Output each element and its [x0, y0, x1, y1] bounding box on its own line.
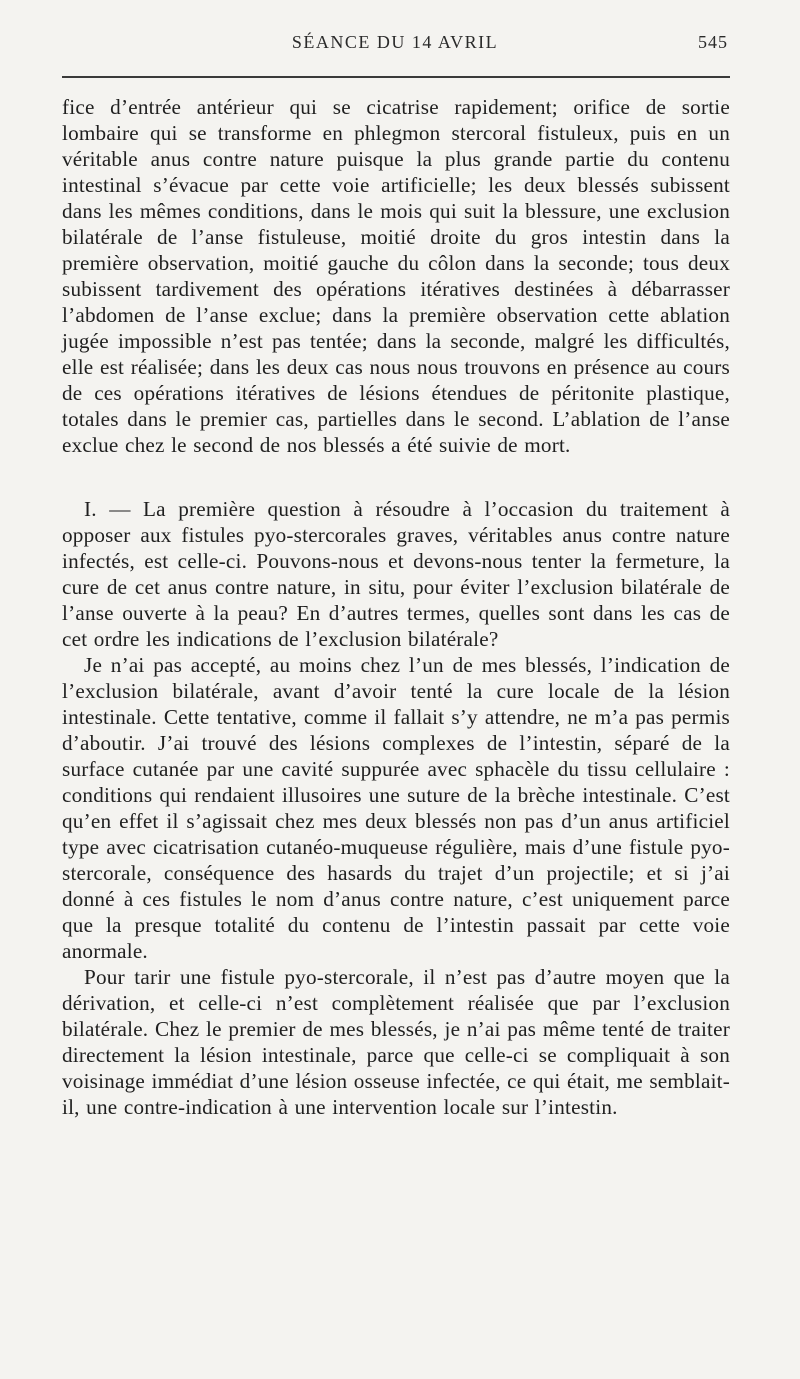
page-number: 545: [698, 32, 728, 52]
paragraph-section-one: I. — La première question à résoudre à l’occasion du traitement à opposer aux fistules pyo-stercorales graves, véritables anus contre nature infectés, est celle-ci. Pouvons-nous et devons-nous tenter la fermeture, la cure de cet anus contre nature, in situ, pour éviter l’exclusion bilatérale de l’anse ouverte à la peau? En d’autres termes, quelles sont dans les cas de cet ordre les indications de l’exclusion bilatérale?: [62, 497, 730, 651]
header-rule: [62, 76, 730, 78]
running-head-title: SÉANCE DU 14 AVRIL: [291, 32, 499, 52]
section-gap: [62, 458, 730, 496]
paragraph-continuation: fice d’entrée antérieur qui se cicatrise rapidement; orifice de sortie lombaire qui se transforme en phlegmon stercoral fistuleux, puis en un véritable anus contre nature puisque la plus grande partie du contenu intestinal s’évacue par cette voie artificielle; les deux blessés subissent dans les mêmes conditions, dans le mois qui suit la blessure, une exclusion bilatérale de l’anse fistuleuse, moitié droite du gros intestin dans la première observation, moitié gauche du côlon dans la seconde; tous deux subissent tardivement des opérations itératives destinées à débarrasser l’abdomen de l’anse exclue; dans la première observation cette ablation jugée impossible n’est pas tentée; dans la seconde, malgré les difficultés, elle est réalisée; dans les deux cas nous nous trouvons en présence au cours de ces opérations itératives de lésions étendues de péritonite plastique, totales dans le premier cas, partielles dans le second. L’ablation de l’anse exclue chez le second de nos blessés a été suivie de mort.: [62, 95, 730, 457]
paragraph: Pour tarir une fistule pyo-stercorale, il n’est pas d’autre moyen que la dérivation, et celle-ci n’est complètement réalisée que par l’exclusion bilatérale. Chez le premier de mes blessés, je n’ai pas même tenté de traiter directement la lésion intestinale, parce que celle-ci se compliquait à son voisinage immédiat d’une lésion osseuse infectée, ce qui était, me semblait-il, une contre-indication à une intervention locale sur l’intestin.: [62, 965, 730, 1119]
running-head: [62, 32, 728, 60]
body-text: [62, 94, 730, 1120]
paragraph: Je n’ai pas accepté, au moins chez l’un de mes blessés, l’indication de l’exclusion bilatérale, avant d’avoir tenté la cure locale de la lésion intestinale. Cette tentative, comme il fallait s’y attendre, ne m’a pas permis d’aboutir. J’ai trouvé des lésions complexes de l’intestin, séparé de la surface cutanée par une cavité suppurée avec sphacèle du tissu cellulaire : conditions qui rendaient illusoires une suture de la brèche intestinale. C’est qu’en effet il s’agissait chez mes deux blessés non pas d’un anus artificiel type avec cicatrisation cutanéo-muqueuse régulière, mais d’une fistule pyo-stercorale, conséquence des hasards du trajet d’un projectile; et si j’ai donné à ces fistules le nom d’anus contre nature, c’est uniquement parce que la presque totalité du contenu de l’intestin passait par cette voie anormale.: [62, 653, 730, 963]
